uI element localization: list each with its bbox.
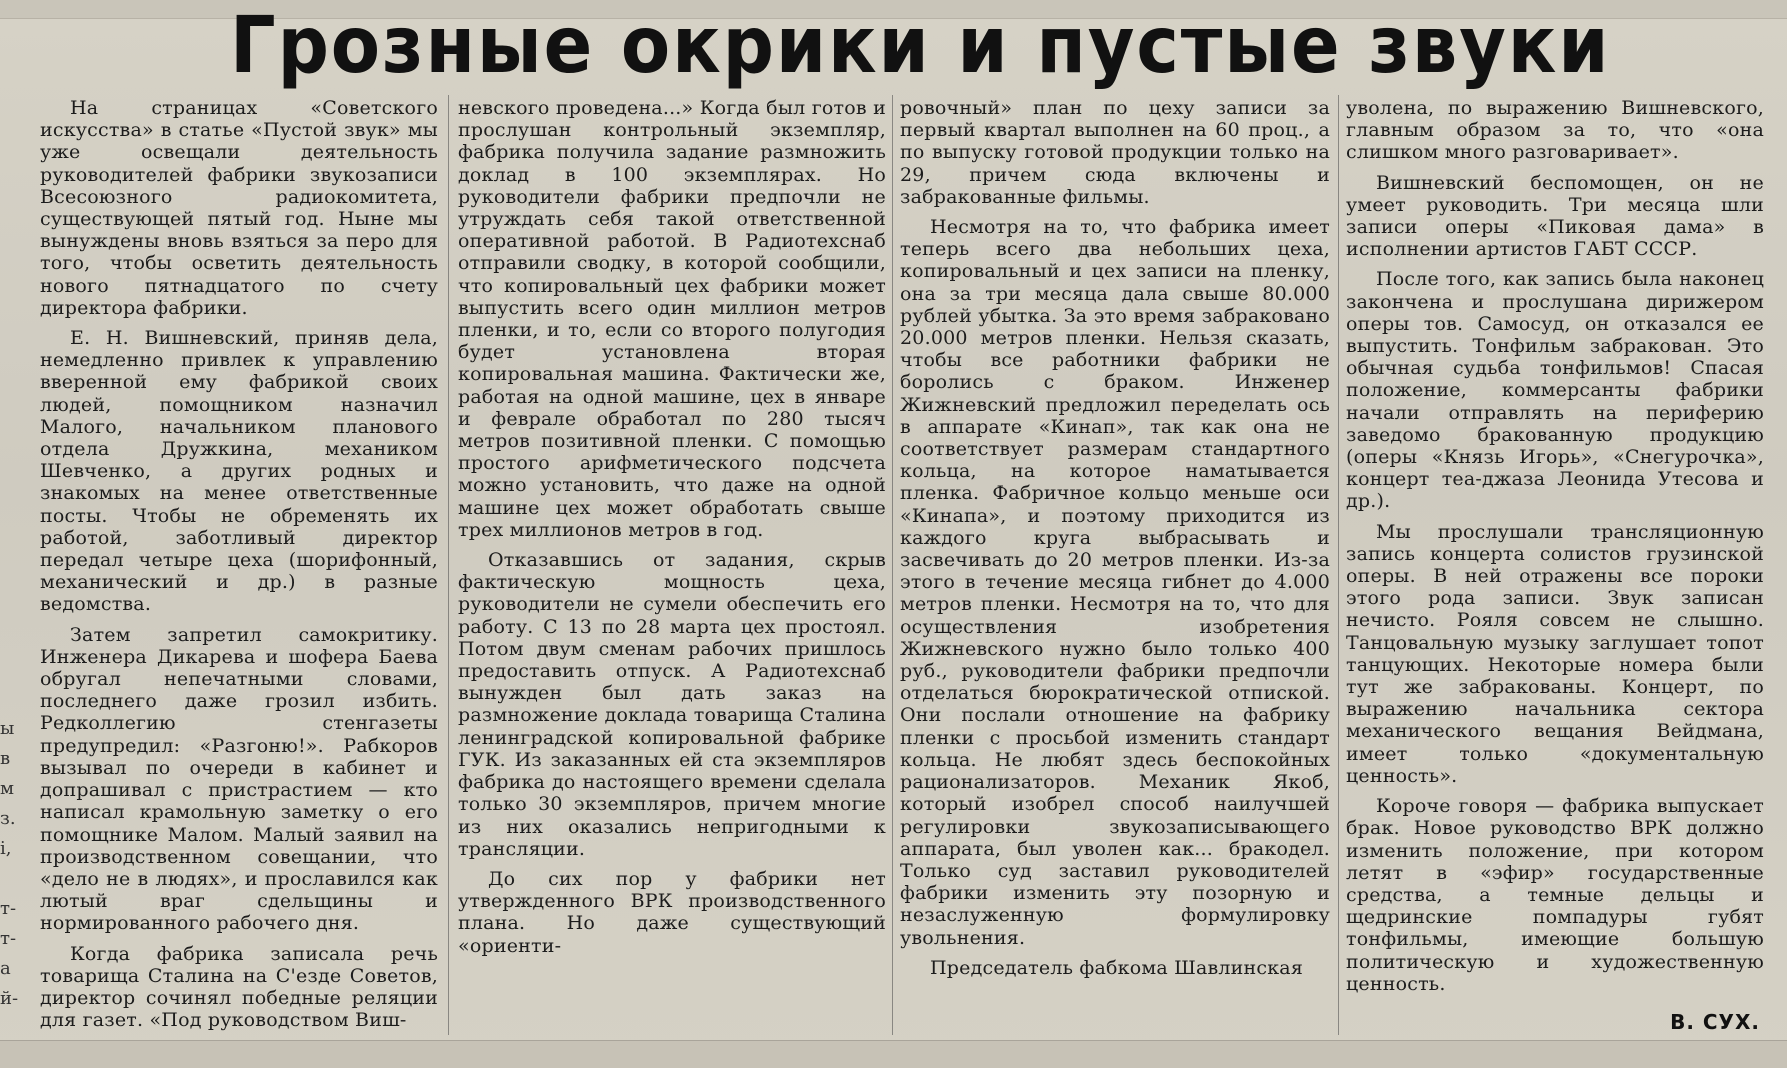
page-bottom-edge — [0, 1040, 1787, 1068]
fragment-line: а — [0, 958, 11, 979]
paragraph: Мы прослушали трансляционную запись концерта солистов грузинской оперы. В ней отражены все пороки этого рода записи. Звук записан нечисто. Рояля совсем не слышно. Танцовальную музыку заглушает топот танцующих. Некоторые номера были тут же забракованы. Концерт, по выражению начальника сектора механического вещания Вейдмана, имеет только «документальную ценность». — [1346, 520, 1764, 787]
fragment-line: м — [0, 778, 15, 799]
fragment-line: т- — [0, 898, 17, 919]
fragment-line: з. — [0, 808, 16, 829]
adjacent-column-fragment — [0, 714, 19, 1009]
fragment-line — [0, 864, 16, 894]
paragraph-continued: уволена, по выражению Вишневского, главным образом за то, что «она слишком много разговаривает». — [1346, 97, 1764, 164]
paragraph: Затем запретил самокритику. Инженера Дикарева и шофера Баева обругал непечатными словами, последнего даже грозил избить. Редколлегию стенгазеты предупредил: «Разгоню!». Рабкоров вызывал по очереди в кабинет и допрашивал с пристрастием — кто написал крамольную заметку о его помощнике Малом. Малый заявил на производственном совещании, что «дело не в людях», и прославился как лютый враг сдельщины и нормированного рабочего дня. — [40, 623, 438, 935]
column-divider — [448, 95, 449, 1035]
paragraph: Несмотря на то, что фабрика имеет теперь всего два небольших цеха, копировальный и цех записи на пленку, она за три месяца дала свыше 80.000 рублей убытка. За это время забраковано 20.000 метров пленки. Нельзя сказать, чтобы все работники фабрики не боролись с браком. Инженер Жижневский предложил переделать ось в аппарате «Кинап», так как она не соответствует размерам стандартного кольца, на которое наматывается пленка. Фабричное кольцо меньше оси «Кинапа», и поэтому приходится из каждого круга выбрасывать и засвечивать до 20 метров пленки. Из-за этого в течение месяца гибнет до 4.000 метров пленки. Несмотря на то, что для осуществления изобретения Жижневского нужно было только 400 руб., руководители фабрики предпочли отделаться бюрократической отпиской. Они послали отношение на фабрику пленки с просьбой изменить стандарт кольца. Не любят здесь беспокойных рационализаторов. Механик Якоб, который изобрел способ наилучшей регулировки звукозаписывающего аппарата, был уволен как... бракодел. Только суд заставил руководителей фабрики изменить эту позорную и незаслуженную формулировку увольнения. — [900, 216, 1330, 949]
paragraph: Отказавшись от задания, скрыв фактическую мощность цеха, руководители не сумели обеспечить его работу. С 13 по 28 марта цех простоял. Потом двум сменам рабочих пришлось предоставить отпуск. А Радиотехснаб вынужден был дать заказ на размножение доклада товарища Сталина ленинградской копировальной фабрике ГУК. Из заказанных ей ста экземпляров фабрика до настоящего времени сделала только 30 экземпляров, причем многие из них оказались непригодными к трансляции. — [458, 549, 886, 860]
article-column-2 — [458, 97, 886, 1047]
fragment-line: і, — [0, 838, 12, 859]
paragraph: На страницах «Советского искусства» в статье «Пустой звук» мы уже освещали деятельность руководителей фабрики звукозаписи Всесоюзного радиокомитета, существующей пятый год. Ныне мы вынуждены вновь взяться за перо для того, чтобы осветить деятельность нового пятнадцатого по счету директора фабрики. — [40, 97, 438, 319]
paragraph: Е. Н. Вишневский, приняв дела, немедленно привлек к управлению вверенной ему фабрикой своих людей, помощником назначил Малого, начальником планового отдела Дружкина, механиком Шевченко, а других родных и знакомых на менее ответственные посты. Чтобы не обременять их работой, заботливый директор передал четыре цеха (шорифонный, механический и др.) в разные ведомства. — [40, 327, 438, 616]
paragraph: Вишневский беспомощен, он не умеет руководить. Три месяца шли записи оперы «Пиковая дама» в исполнении артистов ГАБТ СССР. — [1346, 171, 1764, 261]
fragment-line: т- — [0, 928, 17, 949]
author-signature: В. СУХ. — [1670, 1010, 1760, 1034]
paragraph: Короче говоря — фабрика выпускает брак. Новое руководство ВРК должно изменить положение, при котором летят в «эфир» государственные средства, а темные дельцы и щедринские помпадуры губят тонфильмы, имеющие большую политическую и художественную ценность. — [1346, 795, 1764, 995]
article-column-3 — [900, 97, 1330, 1047]
article-column-1 — [40, 97, 438, 1047]
column-divider — [892, 95, 893, 1035]
article-headline: Грозные окрики и пустые звуки — [230, 1, 1611, 91]
paragraph: После того, как запись была наконец закончена и прослушана дирижером оперы тов. Самосуд, он отказался ее выпустить. Тонфильм забракован. Это обычная судьба тонфильмов! Спасая положение, коммерсанты фабрики начали отправлять на периферию заведомо бракованную продукцию (оперы «Князь Игорь», «Снегурочка», концерт теа-джаза Леонида Утесова и др.). — [1346, 268, 1764, 513]
paragraph: Когда фабрика записала речь товарища Сталина на С'езде Советов, директор сочинял победные реляции для газет. «Под руководством Виш- — [40, 942, 438, 1032]
fragment-line: ы — [0, 718, 15, 739]
article-column-4 — [1346, 97, 1764, 1047]
fragment-line: й- — [0, 988, 19, 1009]
paragraph-continued: невского проведена...» Когда был готов и прослушан контрольный экземпляр, фабрика получила задание размножить доклад в 100 экземплярах. Но руководители фабрики предпочли не утруждать себя такой ответственной оперативной работой. В Радиотехснаб отправили сводку, в которой сообщили, что копировальный цех фабрики может выпустить всего один миллион метров пленки, и то, если со второго полугодия будет установлена вторая копировальная машина. Фактически же, работая на одной машине, цех в январе и феврале обработал по 280 тысяч метров позитивной пленки. С помощью простого арифметического подсчета можно установить, что даже на одной машине цех может обработать свыше трех миллионов метров в год. — [458, 97, 886, 541]
paragraph: Председатель фабкома Шавлинская — [930, 956, 1304, 979]
column-divider — [1338, 95, 1339, 1035]
paragraph: До сих пор у фабрики нет утвержденного ВРК производственного плана. Но даже существующий «ориенти- — [458, 867, 886, 957]
paragraph-continued: ровочный» план по цеху записи за первый квартал выполнен на 60 проц., а по выпуску готовой продукции только на 29, причем сюда включены и забракованные фильмы. — [900, 97, 1330, 208]
fragment-line: в — [0, 748, 11, 769]
